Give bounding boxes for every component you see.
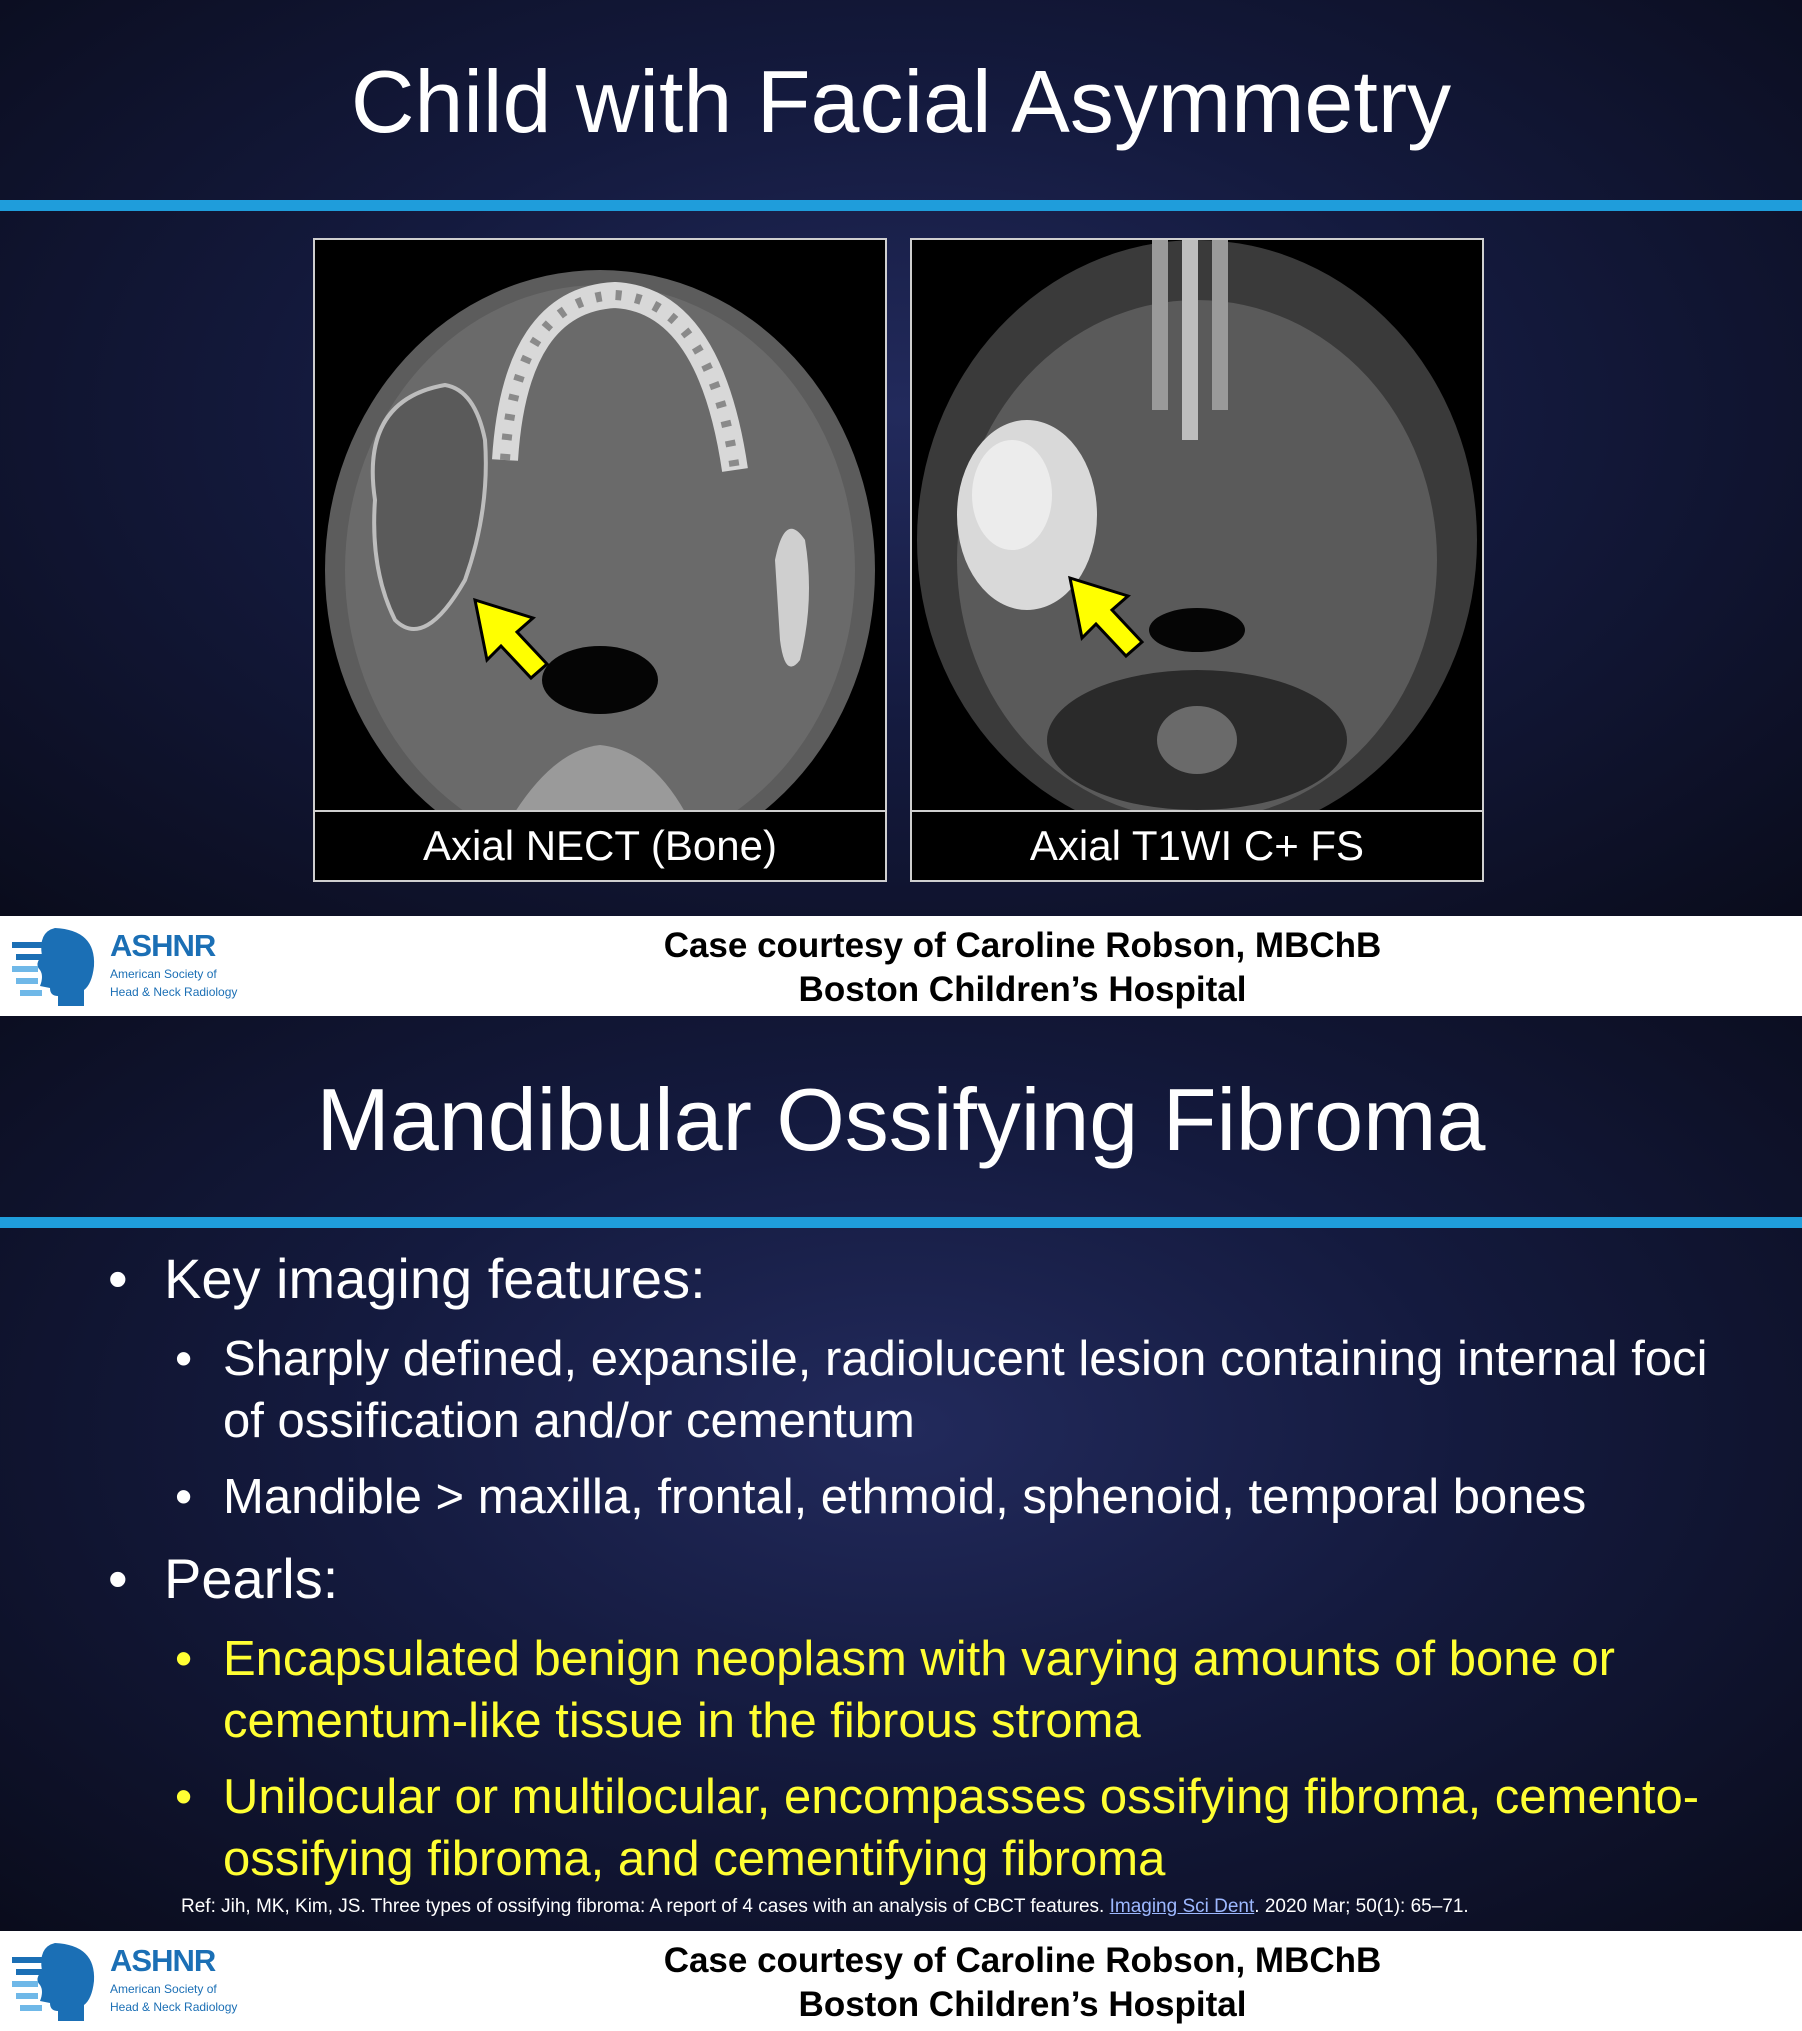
logo-subtitle: Head & Neck Radiology <box>110 2000 238 2014</box>
logo-name: ASHNR <box>110 928 216 963</box>
bullet-glyph: • <box>108 1247 128 1310</box>
mri-scan-image <box>912 240 1482 812</box>
ashnr-logo-icon <box>10 924 100 1010</box>
credit-line: Boston Children’s Hospital <box>798 1985 1247 2024</box>
bullet-list <box>0 1016 1802 1931</box>
sub-bullet <box>175 1328 1735 1452</box>
bullet-text: Mandible > maxilla, frontal, ethmoid, sphenoid, temporal bones <box>223 1470 1587 1524</box>
logo-subtitle: American Society of <box>110 1982 217 1996</box>
credit-bar <box>0 1931 1802 2031</box>
slide-title: Child with Facial Asymmetry <box>350 52 1452 151</box>
bullet-text: Pearls: <box>164 1547 339 1610</box>
bullet-text: Sharply defined, expansile, radiolucent lesion containing internal foci of ossification and/or cementum <box>223 1332 1708 1448</box>
credit-line: Boston Children’s Hospital <box>798 970 1247 1009</box>
image-caption: Axial NECT (Bone) <box>315 810 885 880</box>
bullet-glyph: • <box>175 1470 193 1524</box>
slide-mandibular-ossifying-fibroma <box>0 1016 1802 1931</box>
case-credit <box>560 1939 1485 2027</box>
sub-bullet <box>175 1466 1735 1528</box>
ashnr-logo-icon <box>10 1939 100 2025</box>
image-panel-nect <box>313 238 887 882</box>
sub-bullet-pearl <box>175 1628 1735 1752</box>
credit-line: Case courtesy of Caroline Robson, MBChB <box>663 926 1382 965</box>
reference-text: Ref: Jih, MK, Kim, JS. Three types of ossifying fibroma: A report of 4 cases with an analysis of CBCT features. <box>181 1896 1105 1917</box>
image-caption: Axial T1WI C+ FS <box>912 810 1482 880</box>
credit-bar <box>0 916 1802 1016</box>
reference-citation <box>181 1896 1469 1918</box>
logo-subtitle: American Society of <box>110 967 217 981</box>
bullet-text: Unilocular or multilocular, encompasses ossifying fibroma, cemento-ossifying fibroma, and cementifying fibroma <box>223 1770 1700 1886</box>
case-credit <box>560 924 1485 1012</box>
bullet-glyph: • <box>175 1332 193 1386</box>
ct-scan-image <box>315 240 885 812</box>
reference-journal-link[interactable]: Imaging Sci Dent <box>1109 1896 1255 1917</box>
bullet-text: Encapsulated benign neoplasm with varying amounts of bone or cementum-like tissue in the fibrous stroma <box>223 1632 1615 1748</box>
title-divider <box>0 200 1802 211</box>
bullet-glyph: • <box>175 1632 193 1686</box>
slide-child-facial-asymmetry <box>0 0 1802 916</box>
bullet-text: Key imaging features: <box>164 1247 706 1310</box>
bullet-glyph: • <box>108 1547 128 1610</box>
logo-subtitle: Head & Neck Radiology <box>110 985 238 999</box>
slide-title: Mandibular Ossifying Fibroma <box>316 1070 1486 1169</box>
logo-name: ASHNR <box>110 1943 216 1978</box>
bullet-glyph: • <box>175 1770 193 1824</box>
sub-bullet-pearl <box>175 1766 1735 1890</box>
reference-text: . 2020 Mar; 50(1): 65–71. <box>1254 1896 1469 1917</box>
credit-line: Case courtesy of Caroline Robson, MBChB <box>663 1941 1382 1980</box>
image-panel-mri <box>910 238 1484 882</box>
